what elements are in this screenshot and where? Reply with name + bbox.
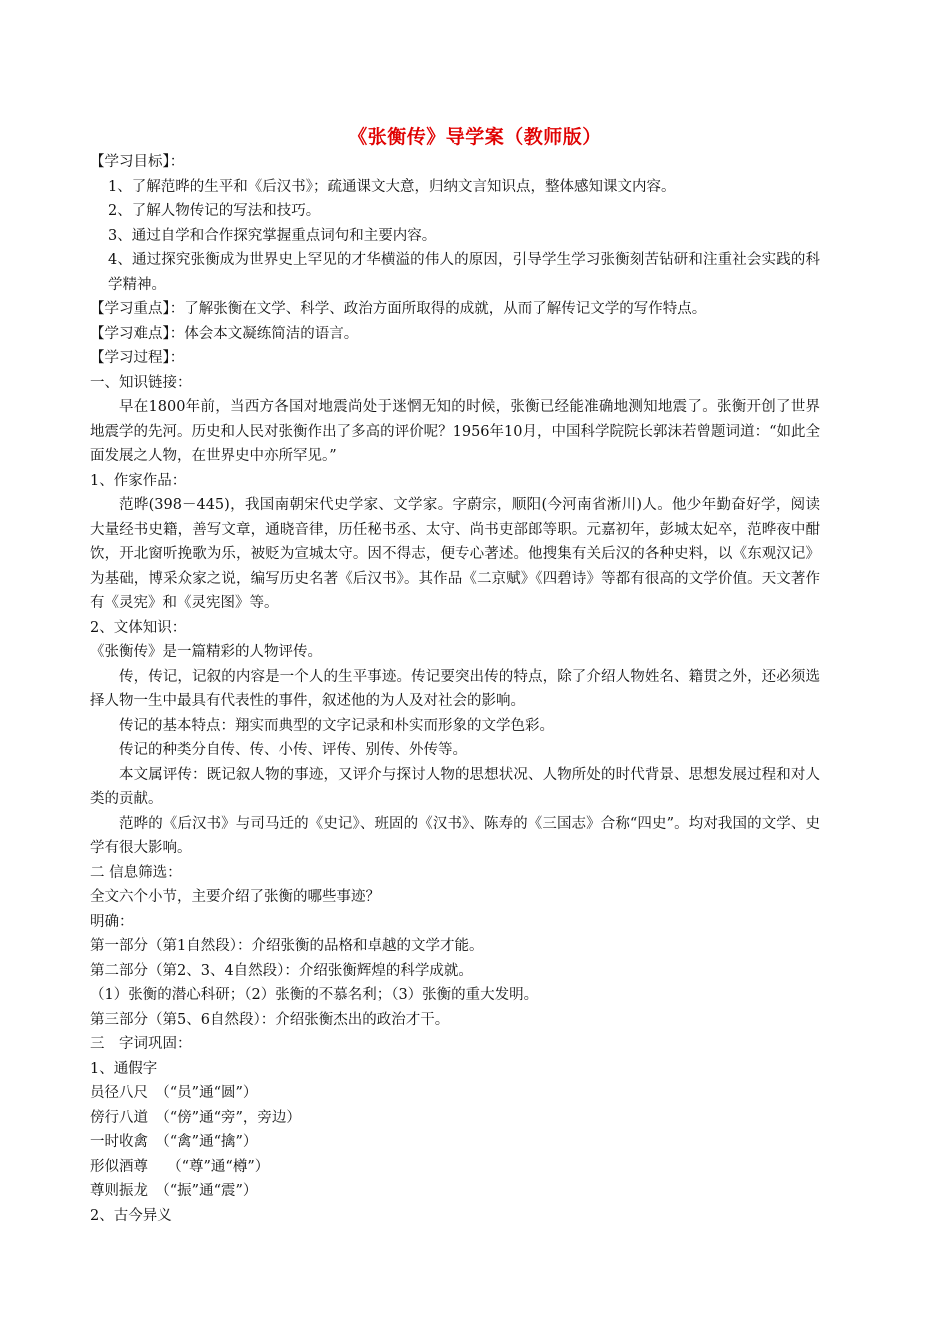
text-line: 1、作家作品： bbox=[90, 472, 187, 489]
text-line: 第一部分（第1自然段）：介绍张衡的品格和卓越的文学才能。 bbox=[90, 938, 484, 954]
text-line: 传记的种类分自传、传、小传、评传、别传、外传等。 bbox=[119, 742, 467, 758]
text-line: 传记的基本特点：翔实而典型的文字记录和朴实而形象的文学色彩。 bbox=[119, 717, 554, 734]
text-line: 传，传记，记叙的内容是一个人的生平事迹。传记要突出传的特点，除了介绍人物姓名、籍贯之外，还必须选择人物一生中最具有代表性的事件，叙述他的为人及对社会的影响。 bbox=[90, 668, 820, 709]
text-line: 第二部分（第2、3、4自然段）：介绍张衡辉煌的科学成就。 bbox=[90, 962, 473, 979]
text-line: 三 字词巩固： bbox=[90, 1036, 192, 1052]
text-line: 2、了解人物传记的写法和技巧。 bbox=[108, 203, 321, 219]
text-line: 1、通假字 bbox=[90, 1060, 158, 1077]
text-line: 【学习过程】： bbox=[90, 350, 185, 366]
text-line: 一时收禽 （“禽”通“擒”） bbox=[90, 1134, 258, 1150]
text-line: 尊则振龙 （“振”通“震”） bbox=[90, 1183, 258, 1199]
text-line: 员径八尺 （“员”通“圆”） bbox=[90, 1085, 258, 1101]
text-line: 范晔的《后汉书》与司马迁的《史记》、班固的《汉书》、陈寿的《三国志》合称“四史”。均对我国的文学、史学有很大影响。 bbox=[90, 815, 820, 856]
text-line: 【学习重点】：了解张衡在文学、科学、政治方面所取得的成就，从而了解传记文学的写作特点。 bbox=[90, 301, 707, 317]
text-line: 二 信息筛选： bbox=[90, 864, 182, 881]
text-line: 【学习目标】： bbox=[90, 154, 185, 170]
text-line: 明确： bbox=[90, 913, 134, 930]
text-line: 形似酒尊 （“尊”通“樽”） bbox=[90, 1158, 270, 1175]
text-line: 早在1800年前，当西方各国对地震尚处于迷惘无知的时候，张衡已经能准确地测知地震了。张衡开创了世界地震学的先河。历史和人民对张衡作出了多高的评价呢？1956年10月，中国科学院院长郭沫若曾题词道：“如此全面发展之人物，在世界史中亦所罕见。” bbox=[90, 399, 820, 464]
text-line: 《张衡传》是一篇精彩的人物评传。 bbox=[90, 644, 322, 660]
text-line: 第三部分（第5、6自然段）：介绍张衡杰出的政治才干。 bbox=[90, 1011, 450, 1028]
text-line: 本文属评传：既记叙人物的事迹，又评介与探讨人物的思想状况、人物所处的时代背景、思想发展过程和对人类的贡献。 bbox=[90, 766, 820, 807]
text-line: （1）张衡的潜心科研；（2）张衡的不慕名利；（3）张衡的重大发明。 bbox=[90, 987, 539, 1003]
text-line: 【学习难点】：体会本文凝练简洁的语言。 bbox=[90, 325, 359, 342]
document-title: 《张衡传》导学案（教师版） bbox=[348, 126, 602, 148]
text-line: 1、了解范晔的生平和《后汉书》；疏通课文大意，归纳文言知识点，整体感知课文内容。 bbox=[108, 178, 676, 195]
text-line: 范晔(398－445)，我国南朝宋代史学家、文学家。字蔚宗，顺阳(今河南省淅川)人。他少年勤奋好学，阅读大量经书史籍，善写文章，通晓音律，历任秘书丞、太守、尚书吏部郎等职。元嘉初年，彭城太妃卒，范晔夜中酣饮，开北窗听挽歌为乐，被贬为宣城太守。因不得志，便专心著述。他搜集有关后汉的各种史料，以《东观汉记》为基础，博采众家之说，编写历史名著《后汉书》。其作品《二京赋》《四碧诗》等都有很高的文学价值。天文著作有《灵宪》和《灵宪图》等。 bbox=[90, 497, 820, 611]
text-line: 傍行八道 （“傍”通“旁”，旁边） bbox=[90, 1109, 301, 1126]
text-line: 3、通过自学和合作探究掌握重点词句和主要内容。 bbox=[108, 227, 437, 244]
text-line: 2、古今异义 bbox=[90, 1207, 172, 1224]
text-line: 2、文体知识： bbox=[90, 619, 187, 636]
text-line: 4、通过探究张衡成为世界史上罕见的才华横溢的伟人的原因，引导学生学习张衡刻苦钻研和注重社会实践的科学精神。 bbox=[108, 252, 820, 293]
document-body bbox=[90, 150, 820, 1228]
text-line: 一、知识链接： bbox=[90, 374, 192, 391]
text-line: 全文六个小节，主要介绍了张衡的哪些事迹？ bbox=[90, 889, 380, 905]
